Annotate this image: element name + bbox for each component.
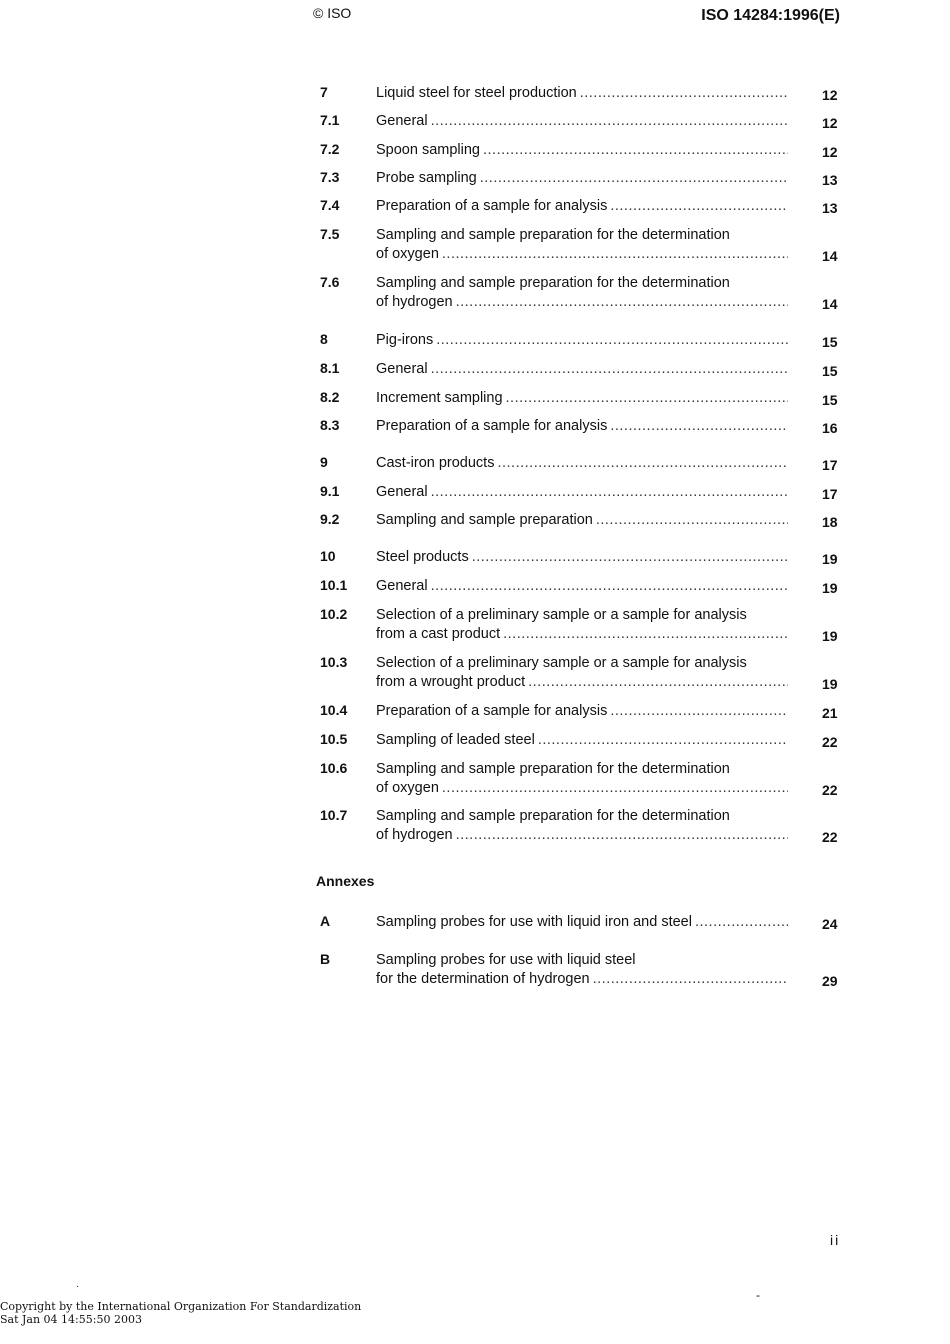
toc-title-line: Increment sampling bbox=[376, 390, 503, 406]
toc-title-line: General bbox=[376, 113, 428, 129]
toc-number: 7.4 bbox=[320, 197, 340, 213]
toc-number: 7.6 bbox=[320, 274, 340, 290]
toc-title bbox=[376, 389, 788, 408]
toc-title-line: Sampling probes for use with liquid steel bbox=[376, 952, 636, 968]
toc-title-line: Sampling probes for use with liquid iron and steel bbox=[376, 914, 692, 930]
dot-leader bbox=[695, 913, 788, 932]
toc-page-number: 14 bbox=[822, 248, 838, 264]
toc-title bbox=[376, 702, 788, 721]
dot-leader bbox=[528, 673, 788, 692]
toc-number: 10.1 bbox=[320, 577, 348, 593]
dot-leader bbox=[580, 84, 788, 103]
copyright-timestamp: Sat Jan 04 14:55:50 2003 bbox=[0, 1313, 142, 1326]
toc-title-line: Sampling and sample preparation for the determination bbox=[376, 808, 730, 824]
dot-leader bbox=[431, 360, 788, 379]
toc-number: B bbox=[320, 951, 331, 967]
toc-number: 10.5 bbox=[320, 731, 348, 747]
toc-page-number: 13 bbox=[822, 172, 838, 188]
toc-title bbox=[376, 84, 788, 103]
toc-number: 8.1 bbox=[320, 360, 340, 376]
toc-page-number: 16 bbox=[822, 420, 838, 436]
toc-title-line: General bbox=[376, 578, 428, 594]
toc-page-number: 22 bbox=[822, 829, 838, 845]
toc-title bbox=[376, 913, 788, 932]
toc-title bbox=[376, 360, 788, 379]
toc-title bbox=[376, 807, 788, 845]
toc-number: 7 bbox=[320, 84, 328, 100]
toc-number: 9.2 bbox=[320, 511, 340, 527]
dot-leader bbox=[472, 548, 788, 567]
toc-number: 8.3 bbox=[320, 417, 340, 433]
toc-title-line: Sampling and sample preparation bbox=[376, 512, 593, 528]
toc-page-number: 13 bbox=[822, 200, 838, 216]
toc-title bbox=[376, 112, 788, 131]
dot-leader bbox=[610, 417, 788, 436]
toc-page-number: 19 bbox=[822, 628, 838, 644]
toc-title bbox=[376, 760, 788, 798]
toc-title bbox=[376, 331, 788, 350]
annexes-heading: Annexes bbox=[316, 873, 375, 889]
toc-page-number: 14 bbox=[822, 296, 838, 312]
dot-leader bbox=[442, 779, 788, 798]
toc-title-line: of oxygen bbox=[376, 780, 439, 796]
toc-page-number: 22 bbox=[822, 734, 838, 750]
toc-number: 9.1 bbox=[320, 483, 340, 499]
toc-page-number: 15 bbox=[822, 334, 838, 350]
toc-title-line: Selection of a preliminary sample or a sample for analysis bbox=[376, 655, 747, 671]
toc-title-line: Sampling and sample preparation for the determination bbox=[376, 227, 730, 243]
toc-page-number: 12 bbox=[822, 144, 838, 160]
dot-leader bbox=[483, 141, 788, 160]
toc-title-line: for the determination of hydrogen bbox=[376, 971, 590, 987]
toc-number: 10.4 bbox=[320, 702, 348, 718]
dot-leader bbox=[610, 702, 788, 721]
toc-title-line: Probe sampling bbox=[376, 170, 477, 186]
toc-page-number: 19 bbox=[822, 580, 838, 596]
toc-title bbox=[376, 454, 788, 473]
toc-title bbox=[376, 274, 788, 312]
toc-page-number: 21 bbox=[822, 705, 838, 721]
header-copyright: © ISO bbox=[313, 5, 352, 21]
toc-title-line: Spoon sampling bbox=[376, 142, 480, 158]
dot-leader bbox=[456, 826, 788, 845]
toc-title-line: Preparation of a sample for analysis bbox=[376, 418, 608, 434]
dot-leader bbox=[593, 970, 788, 989]
toc-title-line: Sampling and sample preparation for the determination bbox=[376, 761, 730, 777]
dot-leader bbox=[538, 731, 788, 750]
dot-leader bbox=[503, 625, 788, 644]
toc-title-line: from a cast product bbox=[376, 626, 501, 642]
toc-number: 10.3 bbox=[320, 654, 348, 670]
dot-leader bbox=[431, 483, 788, 502]
toc-number: 7.5 bbox=[320, 226, 340, 242]
toc-title-line: Sampling of leaded steel bbox=[376, 732, 535, 748]
toc-page-number: 19 bbox=[822, 551, 838, 567]
toc-title bbox=[376, 951, 788, 989]
toc-title bbox=[376, 226, 788, 264]
toc-title bbox=[376, 197, 788, 216]
toc-page-number: 24 bbox=[822, 916, 838, 932]
toc-title bbox=[376, 548, 788, 567]
toc-number: A bbox=[320, 913, 331, 929]
toc-title bbox=[376, 577, 788, 596]
toc-page-number: 15 bbox=[822, 363, 838, 379]
toc-title-line: Sampling and sample preparation for the determination bbox=[376, 275, 730, 291]
dot-leader bbox=[497, 454, 788, 473]
toc-number: 10.6 bbox=[320, 760, 348, 776]
standard-number: ISO 14284:1996(E) bbox=[701, 7, 840, 24]
toc-title-line: of hydrogen bbox=[376, 294, 453, 310]
copyright-notice bbox=[0, 1300, 361, 1326]
scan-dash: - bbox=[756, 1288, 760, 1302]
toc-page-number: 22 bbox=[822, 782, 838, 798]
toc-page-number: 15 bbox=[822, 392, 838, 408]
toc-title-line: Preparation of a sample for analysis bbox=[376, 198, 608, 214]
toc-number: 10.7 bbox=[320, 807, 348, 823]
toc-number: 8 bbox=[320, 331, 328, 347]
toc-title-line: Cast-iron products bbox=[376, 455, 495, 471]
toc-title bbox=[376, 731, 788, 750]
toc-title-line: Preparation of a sample for analysis bbox=[376, 703, 608, 719]
toc-page-number: 12 bbox=[822, 115, 838, 131]
dot-leader bbox=[436, 331, 788, 350]
copyright-line: Copyright by the International Organization For Standardization bbox=[0, 1300, 362, 1313]
toc-title-line: from a wrought product bbox=[376, 674, 526, 690]
toc-page-number: 18 bbox=[822, 514, 838, 530]
page-number: ii bbox=[830, 1232, 841, 1248]
toc-page-number: 17 bbox=[822, 486, 838, 502]
toc-title bbox=[376, 141, 788, 160]
toc-page-number: 12 bbox=[822, 87, 838, 103]
toc-number: 7.3 bbox=[320, 169, 340, 185]
scan-mark: · bbox=[76, 1281, 80, 1292]
toc-title bbox=[376, 606, 788, 644]
toc-title bbox=[376, 417, 788, 436]
toc-number: 9 bbox=[320, 454, 328, 470]
dot-leader bbox=[431, 112, 788, 131]
dot-leader bbox=[442, 245, 788, 264]
dot-leader bbox=[596, 511, 788, 530]
toc-number: 10.2 bbox=[320, 606, 348, 622]
toc-title bbox=[376, 654, 788, 692]
dot-leader bbox=[506, 389, 788, 408]
toc-page-number: 29 bbox=[822, 973, 838, 989]
dot-leader bbox=[610, 197, 788, 216]
toc-number: 10 bbox=[320, 548, 336, 564]
toc-title-line: Pig-irons bbox=[376, 332, 434, 348]
toc-page-number: 17 bbox=[822, 457, 838, 473]
dot-leader bbox=[431, 577, 788, 596]
toc-title-line: General bbox=[376, 361, 428, 377]
toc-title-line: of hydrogen bbox=[376, 827, 453, 843]
toc-number: 7.1 bbox=[320, 112, 340, 128]
toc-title-line: of oxygen bbox=[376, 246, 439, 262]
toc-number: 7.2 bbox=[320, 141, 340, 157]
toc-title-line: Steel products bbox=[376, 549, 469, 565]
toc-title bbox=[376, 169, 788, 188]
toc-title-line: General bbox=[376, 484, 428, 500]
dot-leader bbox=[480, 169, 788, 188]
toc-title-line: Selection of a preliminary sample or a sample for analysis bbox=[376, 607, 747, 623]
toc-title bbox=[376, 511, 788, 530]
toc-number: 8.2 bbox=[320, 389, 340, 405]
toc-title-line: Liquid steel for steel production bbox=[376, 85, 577, 101]
toc-title bbox=[376, 483, 788, 502]
toc-page-number: 19 bbox=[822, 676, 838, 692]
dot-leader bbox=[456, 293, 788, 312]
